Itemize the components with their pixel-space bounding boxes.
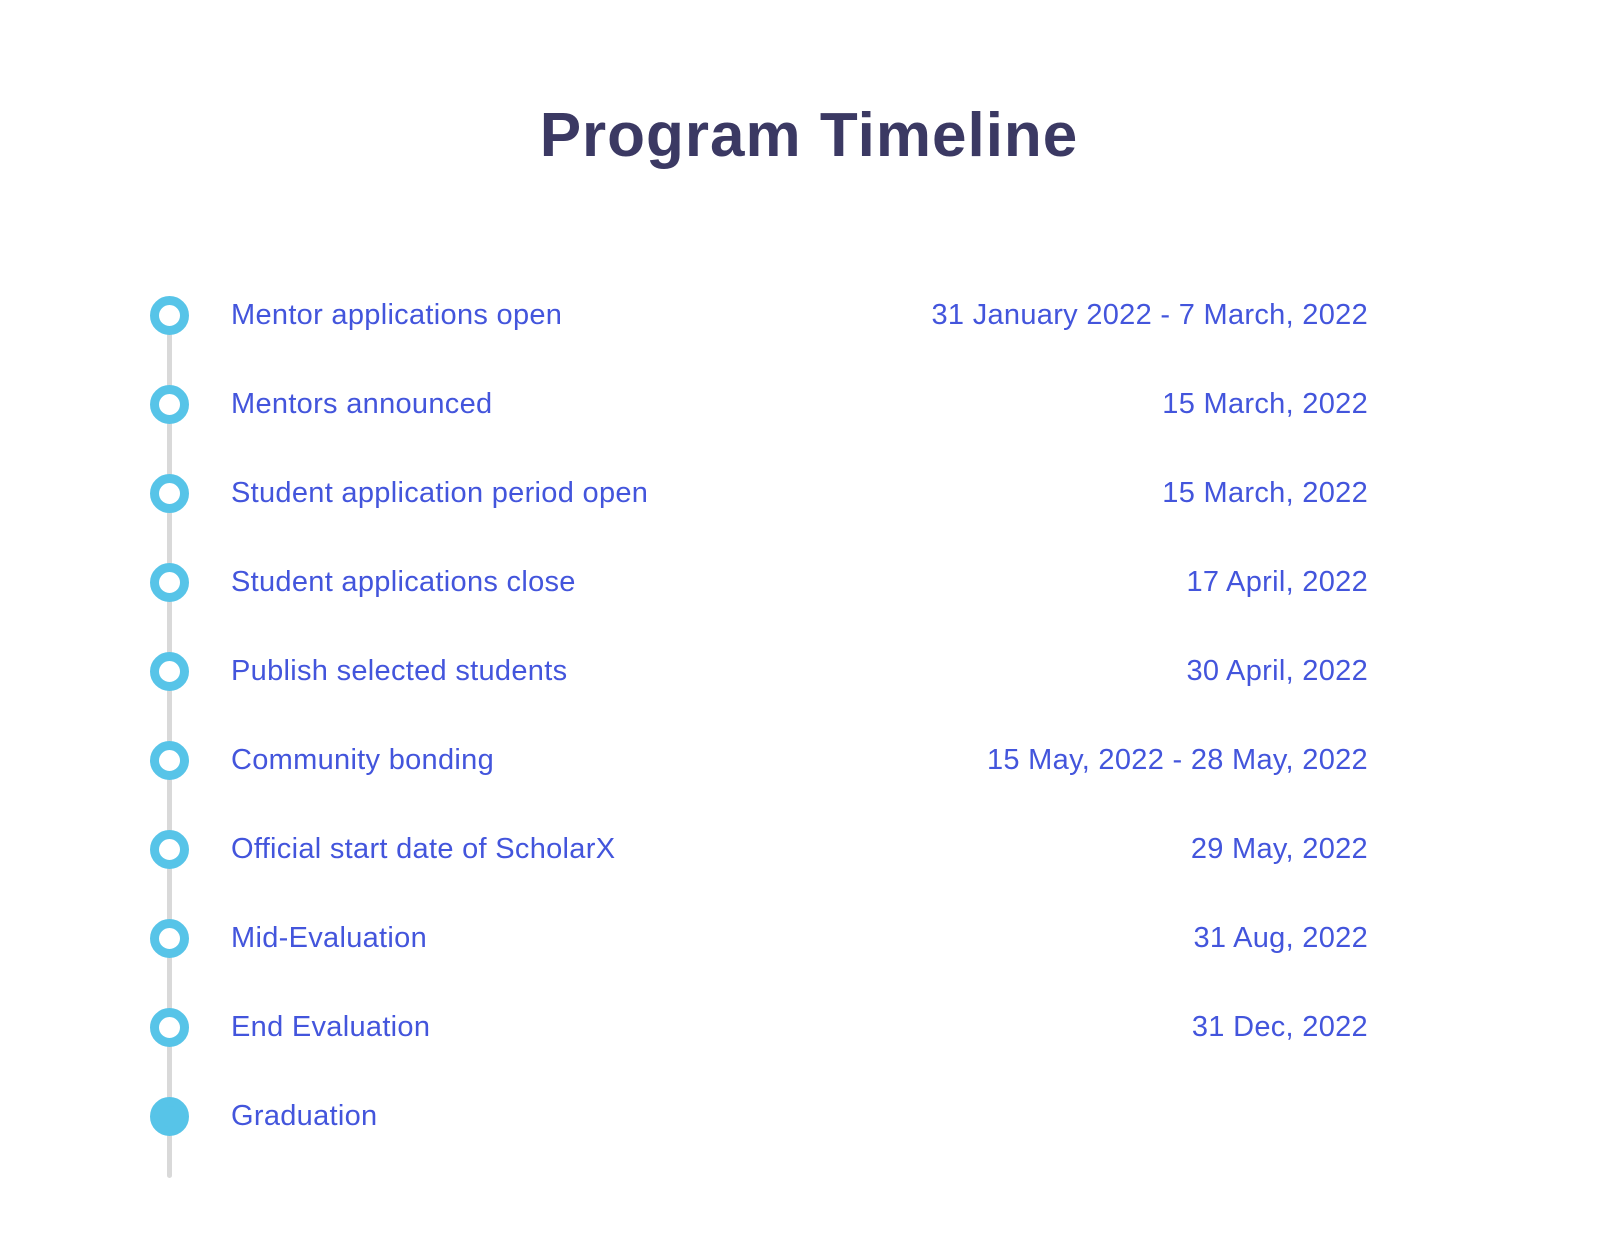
timeline-item-label: Publish selected students	[231, 655, 568, 687]
timeline-marker-icon	[150, 1008, 189, 1047]
timeline-rows	[150, 271, 1368, 1161]
timeline-item	[150, 1072, 1368, 1161]
timeline-marker-icon	[150, 741, 189, 780]
timeline-marker-icon	[150, 830, 189, 869]
timeline-item-label: Official start date of ScholarX	[231, 833, 616, 865]
timeline-item-label: End Evaluation	[231, 1011, 431, 1043]
timeline-item-date: 29 May, 2022	[1190, 833, 1368, 865]
program-timeline-page	[0, 100, 1618, 1161]
timeline-item-label: Mentor applications open	[231, 299, 563, 331]
timeline-marker-icon	[150, 919, 189, 958]
timeline-marker-icon	[150, 652, 189, 691]
timeline-item-date: 31 January 2022 - 7 March, 2022	[931, 299, 1368, 331]
timeline-item	[150, 271, 1368, 360]
timeline-item-label: Student applications close	[231, 566, 576, 598]
timeline-item-label: Mid-Evaluation	[231, 922, 428, 954]
timeline-item-date: 30 April, 2022	[1186, 655, 1368, 687]
timeline-item	[150, 894, 1368, 983]
timeline	[150, 271, 1368, 1161]
timeline-item	[150, 627, 1368, 716]
timeline-item	[150, 983, 1368, 1072]
timeline-item-label: Community bonding	[231, 744, 495, 776]
timeline-item	[150, 538, 1368, 627]
timeline-marker-icon	[150, 563, 189, 602]
timeline-item	[150, 716, 1368, 805]
timeline-marker-icon	[150, 296, 189, 335]
timeline-item	[150, 360, 1368, 449]
timeline-marker-icon	[150, 474, 189, 513]
timeline-item-date: 17 April, 2022	[1186, 566, 1368, 598]
timeline-item-date: 15 March, 2022	[1162, 388, 1368, 420]
timeline-item-label: Student application period open	[231, 477, 649, 509]
timeline-item-label: Graduation	[231, 1100, 378, 1132]
timeline-marker-icon	[150, 1097, 189, 1136]
page-title: Program Timeline	[539, 101, 1079, 170]
timeline-item	[150, 449, 1368, 538]
timeline-item-date: 31 Dec, 2022	[1191, 1011, 1368, 1043]
timeline-item-label: Mentors announced	[231, 388, 493, 420]
timeline-item-date: 15 May, 2022 - 28 May, 2022	[986, 744, 1368, 776]
timeline-item	[150, 805, 1368, 894]
timeline-item-date: 31 Aug, 2022	[1193, 922, 1368, 954]
timeline-item-date: 15 March, 2022	[1162, 477, 1368, 509]
timeline-marker-icon	[150, 385, 189, 424]
